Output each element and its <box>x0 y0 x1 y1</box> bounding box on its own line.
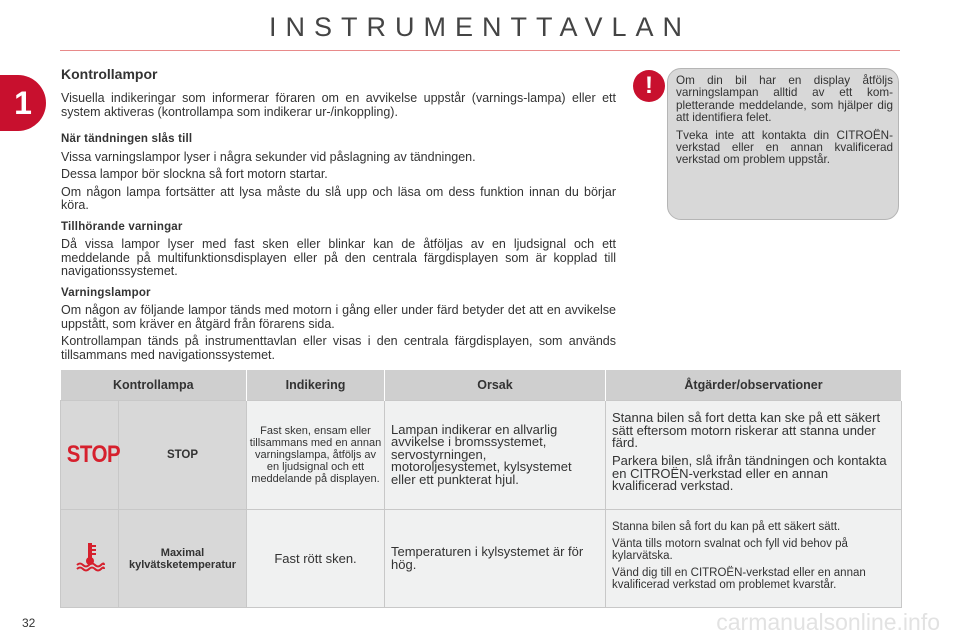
stop-icon-text: STOP <box>66 441 121 468</box>
ignition-paragraph-2: Dessa lampor bör slockna så fort motorn startar. <box>61 167 328 181</box>
header-divider <box>60 50 900 51</box>
watermark: carmanualsonline.info <box>716 609 940 635</box>
page-number: 32 <box>22 616 36 630</box>
table-row <box>61 510 902 608</box>
lamp-action <box>606 401 902 510</box>
ignition-paragraph-1: Vissa varningslampor lyser i några sekunder vid påslagning av tändningen. <box>61 149 476 164</box>
action-paragraph: Parkera bilen, slå ifrån tändningen och kontakta en CITROËN-verkstad eller en annan kvalificerad verkstad. <box>612 453 887 494</box>
lamp-indication: Fast sken, ensam eller tillsammans med en annan varningslampa, åtföljs av en ljudsignal och ett meddelande på displayen. <box>247 401 385 510</box>
stop-lamp-icon <box>61 401 119 510</box>
lamp-action <box>606 510 902 608</box>
section-title: Kontrollampor <box>61 66 158 82</box>
lamps-paragraph-2: Kontrollampan tänds på instrumenttavlan eller visas i den centrala färgdisplayen, som används tillsammans med navigationssystemet. <box>61 334 616 362</box>
lamps-subtitle: Varningslampor <box>61 286 151 299</box>
lamp-cause: Lampan indikerar en allvarlig avvikelse i bromssystemet, servostyrningen, motoroljesystemet, kylsystemet eller ett punkterat hjul. <box>385 401 606 510</box>
chapter-number: 1 <box>14 84 32 121</box>
section-body <box>61 92 616 366</box>
warnings-paragraph: Då vissa lampor lyser med fast sken eller blinkar kan de åtföljas av en ljudsignal och ett meddelande på multifunktionsdisplayen eller på den centrala färgdisplayen som är kopplad till navigationssystemet. <box>61 237 616 278</box>
note-paragraph-1: Om din bil har en display åtföljs varningslampan alltid av ett kom-pletterande meddelande, som hjälper dig att identifiera felet. <box>676 74 893 125</box>
ignition-paragraph-3: Om någon lampa fortsätter att lysa måste du slå upp och läsa om dess funktion innan du börjar köra. <box>61 184 616 212</box>
warnings-subtitle: Tillhörande varningar <box>61 220 183 233</box>
table-header-row <box>61 370 902 401</box>
lamp-name: STOP <box>119 401 247 510</box>
action-paragraph: Vänd dig till en CITROËN-verkstad eller en annan kvalificerad verkstad om problemet kvarstår. <box>612 567 866 591</box>
note-box <box>667 68 899 220</box>
coolant-temperature-icon <box>61 510 119 608</box>
lamp-indication: Fast rött sken. <box>247 510 385 608</box>
column-header: Kontrollampa <box>61 370 247 401</box>
page-header-title: INSTRUMENTTAVLAN <box>268 12 691 42</box>
table-row <box>61 401 902 510</box>
action-paragraph: Stanna bilen så fort detta kan ske på ett säkert sätt eftersom motorn riskerar att stanna under färd. <box>612 410 881 451</box>
intro-paragraph: Visuella indikeringar som informerar föraren om en avvikelse uppstår (varnings-lampa) eller ett system aktiveras (kontrollampa som indikerar ur-/inkoppling). <box>61 91 616 119</box>
note-paragraph-2: Tveka inte att kontakta din CITROËN-verkstad eller en annan kvalificerad verkstad om problem uppstår. <box>676 128 893 167</box>
thermometer-waves-icon <box>74 540 106 572</box>
column-header: Orsak <box>385 370 606 401</box>
lamps-paragraph-1: Om någon av följande lampor tänds med motorn i gång eller under färd betyder det att en avvikelse uppstått, som kräver en åtgärd från förarens sida. <box>61 303 616 331</box>
exclamation-icon: ! <box>633 70 665 102</box>
ignition-subtitle: När tändningen slås till <box>61 133 193 145</box>
column-header: Indikering <box>247 370 385 401</box>
lamp-name: Maximal kylvätsketemperatur <box>119 510 247 608</box>
chapter-tab <box>0 75 46 131</box>
column-header: Åtgärder/observationer <box>606 370 902 401</box>
warning-lamps-table <box>60 370 902 608</box>
action-paragraph: Vänta tills motorn svalnat och fyll vid behov på kylarvätska. <box>612 538 848 562</box>
lamp-cause: Temperaturen i kylsystemet är för hög. <box>385 510 606 608</box>
action-paragraph: Stanna bilen så fort du kan på ett säkert sätt. <box>612 521 841 533</box>
